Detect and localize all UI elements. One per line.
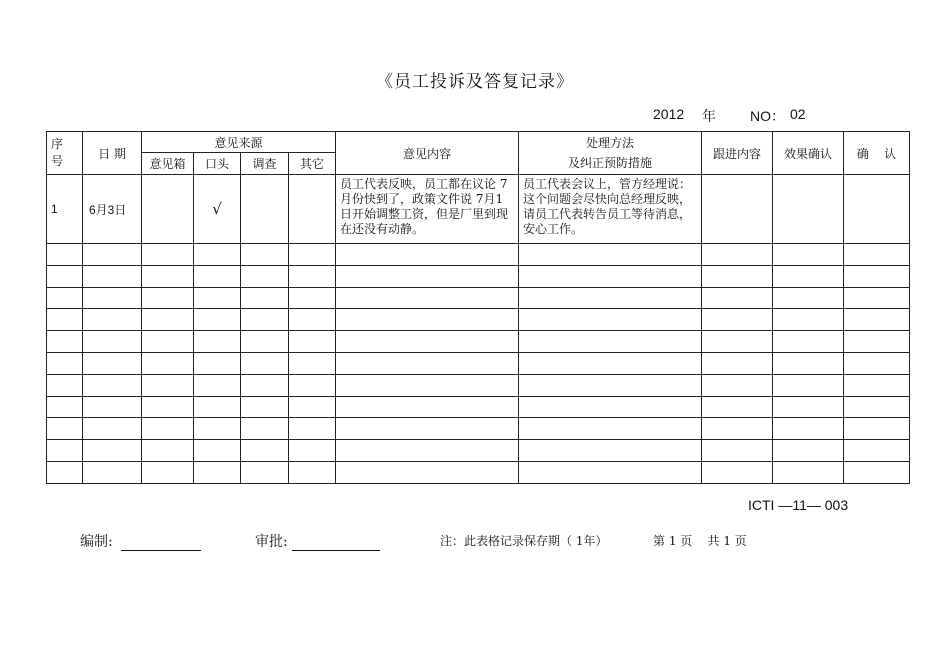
empty-cell[interactable]: [702, 265, 773, 287]
empty-cell[interactable]: [773, 461, 844, 483]
empty-cell[interactable]: [194, 331, 241, 353]
empty-cell[interactable]: [47, 440, 83, 462]
approved-signature-line[interactable]: [292, 534, 380, 551]
empty-cell[interactable]: [773, 244, 844, 266]
compiled-signature-line[interactable]: [121, 534, 201, 551]
empty-cell[interactable]: [194, 418, 241, 440]
empty-cell[interactable]: [844, 461, 910, 483]
row-method: 员工代表会议上，管方经理说：这个问题会尽快向总经理反映，请员工代表转告员工等待消息，安心工作。: [519, 175, 702, 244]
empty-cell[interactable]: [289, 352, 336, 374]
empty-cell[interactable]: [83, 374, 142, 396]
empty-cell[interactable]: [241, 374, 289, 396]
empty-cell[interactable]: [241, 265, 289, 287]
empty-cell[interactable]: [336, 440, 519, 462]
empty-cell[interactable]: [336, 418, 519, 440]
empty-cell[interactable]: [844, 244, 910, 266]
empty-cell[interactable]: [241, 309, 289, 331]
header-method-line2: 及纠正预防措施: [568, 156, 653, 170]
header-confirm: 确 认: [844, 132, 910, 175]
empty-cell[interactable]: [702, 331, 773, 353]
page-title: 《员工投诉及答复记录》: [376, 72, 574, 92]
empty-cell[interactable]: [47, 418, 83, 440]
empty-cell[interactable]: [241, 461, 289, 483]
empty-cell[interactable]: [142, 374, 194, 396]
row-source-other: [289, 175, 336, 244]
no-label: NO：: [750, 108, 785, 124]
empty-cell[interactable]: [844, 265, 910, 287]
empty-cell[interactable]: [289, 287, 336, 309]
header-source-box: 意见箱: [142, 153, 194, 175]
empty-cell[interactable]: [773, 287, 844, 309]
empty-cell[interactable]: [289, 265, 336, 287]
empty-cell[interactable]: [289, 374, 336, 396]
row-follow: [702, 175, 773, 244]
empty-cell[interactable]: [241, 418, 289, 440]
empty-cell[interactable]: [336, 396, 519, 418]
row-confirm: [844, 175, 910, 244]
empty-cell[interactable]: [83, 287, 142, 309]
empty-cell[interactable]: [289, 418, 336, 440]
approved-field: [255, 531, 380, 551]
empty-table-row: [47, 287, 910, 309]
header-source-oral: 口头: [194, 153, 241, 175]
empty-cell[interactable]: [773, 440, 844, 462]
row-source-survey: [241, 175, 289, 244]
header-date: 日 期: [83, 132, 142, 175]
empty-cell[interactable]: [194, 396, 241, 418]
empty-cell[interactable]: [47, 331, 83, 353]
empty-cell[interactable]: [241, 331, 289, 353]
empty-cell[interactable]: [519, 396, 702, 418]
empty-cell[interactable]: [702, 396, 773, 418]
empty-cell[interactable]: [47, 352, 83, 374]
header-method: [519, 132, 702, 175]
empty-cell[interactable]: [702, 309, 773, 331]
empty-cell[interactable]: [194, 309, 241, 331]
empty-table-row: [47, 265, 910, 287]
row-date: 6月3日: [83, 175, 142, 244]
empty-cell[interactable]: [142, 418, 194, 440]
empty-cell[interactable]: [47, 374, 83, 396]
empty-cell[interactable]: [194, 244, 241, 266]
empty-cell[interactable]: [844, 331, 910, 353]
empty-cell[interactable]: [194, 352, 241, 374]
empty-cell[interactable]: [194, 265, 241, 287]
empty-cell[interactable]: [519, 244, 702, 266]
empty-cell[interactable]: [47, 265, 83, 287]
compiled-field: [80, 531, 201, 551]
empty-cell[interactable]: [83, 309, 142, 331]
page-info: 第 1 页 共 1 页: [653, 534, 747, 548]
empty-cell[interactable]: [702, 244, 773, 266]
empty-cell[interactable]: [289, 244, 336, 266]
empty-cell[interactable]: [142, 287, 194, 309]
row-content: 员工代表反映，员工都在议论 7月份快到了，政策文件说 7月1日开始调整工资，但是厂里到现在还没有动静。: [336, 175, 519, 244]
empty-cell[interactable]: [336, 287, 519, 309]
empty-cell[interactable]: [289, 309, 336, 331]
header-method-line1: 处理方法: [586, 136, 635, 150]
row-seq: 1: [47, 175, 83, 244]
empty-cell[interactable]: [519, 287, 702, 309]
empty-cell[interactable]: [519, 374, 702, 396]
empty-cell[interactable]: [519, 352, 702, 374]
compiled-label: 编制:: [80, 534, 113, 550]
empty-cell[interactable]: [194, 440, 241, 462]
empty-cell[interactable]: [844, 374, 910, 396]
empty-cell[interactable]: [47, 461, 83, 483]
empty-cell[interactable]: [83, 440, 142, 462]
empty-cell[interactable]: [336, 461, 519, 483]
empty-cell[interactable]: [702, 352, 773, 374]
empty-table-row: [47, 440, 910, 462]
empty-cell[interactable]: [773, 265, 844, 287]
empty-cell[interactable]: [773, 331, 844, 353]
empty-cell[interactable]: [844, 440, 910, 462]
header-source-other: 其它: [289, 153, 336, 175]
empty-cell[interactable]: [142, 244, 194, 266]
no-value: 02: [790, 106, 806, 122]
empty-cell[interactable]: [83, 461, 142, 483]
empty-table-row: [47, 374, 910, 396]
empty-cell[interactable]: [142, 440, 194, 462]
empty-cell[interactable]: [83, 244, 142, 266]
empty-cell[interactable]: [142, 265, 194, 287]
empty-cell[interactable]: [142, 309, 194, 331]
empty-table-row: [47, 396, 910, 418]
empty-cell[interactable]: [702, 418, 773, 440]
empty-cell[interactable]: [47, 309, 83, 331]
empty-cell[interactable]: [47, 396, 83, 418]
empty-cell[interactable]: [702, 461, 773, 483]
empty-cell[interactable]: [83, 396, 142, 418]
empty-cell[interactable]: [844, 418, 910, 440]
empty-table-row: [47, 461, 910, 483]
empty-cell[interactable]: [702, 374, 773, 396]
approved-label: 审批:: [255, 534, 288, 550]
empty-cell[interactable]: [241, 244, 289, 266]
empty-cell[interactable]: [844, 309, 910, 331]
empty-table-row: [47, 418, 910, 440]
empty-cell[interactable]: [289, 396, 336, 418]
header-source: 意见来源: [142, 132, 336, 153]
table-row: [47, 175, 910, 244]
year-suffix: 年: [702, 109, 716, 125]
empty-cell[interactable]: [336, 309, 519, 331]
header-source-survey: 调查: [241, 153, 289, 175]
empty-cell[interactable]: [289, 331, 336, 353]
empty-cell[interactable]: [289, 461, 336, 483]
empty-cell[interactable]: [519, 265, 702, 287]
empty-cell[interactable]: [83, 331, 142, 353]
empty-cell[interactable]: [194, 461, 241, 483]
empty-cell[interactable]: [336, 374, 519, 396]
header-content: 意见内容: [336, 132, 519, 175]
empty-cell[interactable]: [519, 418, 702, 440]
empty-cell[interactable]: [194, 287, 241, 309]
empty-table-row: [47, 244, 910, 266]
empty-cell[interactable]: [142, 396, 194, 418]
empty-cell[interactable]: [336, 265, 519, 287]
empty-cell[interactable]: [519, 331, 702, 353]
empty-cell[interactable]: [194, 374, 241, 396]
row-source-box: [142, 175, 194, 244]
empty-table-row: [47, 331, 910, 353]
empty-cell[interactable]: [47, 244, 83, 266]
empty-cell[interactable]: [773, 374, 844, 396]
empty-cell[interactable]: [519, 461, 702, 483]
empty-cell[interactable]: [241, 287, 289, 309]
empty-cell[interactable]: [83, 265, 142, 287]
empty-cell[interactable]: [47, 287, 83, 309]
empty-cell[interactable]: [844, 352, 910, 374]
empty-cell[interactable]: [702, 440, 773, 462]
empty-cell[interactable]: [142, 331, 194, 353]
empty-cell[interactable]: [773, 309, 844, 331]
empty-cell[interactable]: [241, 440, 289, 462]
empty-cell[interactable]: [142, 352, 194, 374]
year-value: 2012: [653, 106, 685, 122]
header-effect: 效果确认: [773, 132, 844, 175]
empty-cell[interactable]: [844, 287, 910, 309]
row-effect: [773, 175, 844, 244]
empty-cell[interactable]: [142, 461, 194, 483]
empty-cell[interactable]: [773, 352, 844, 374]
header-follow: 跟进内容: [702, 132, 773, 175]
form-code: ICTI —11— 003: [748, 497, 849, 513]
empty-cell[interactable]: [336, 244, 519, 266]
empty-cell[interactable]: [519, 440, 702, 462]
retention-note: 注：此表格记录保存期（ 1年）: [440, 534, 608, 548]
header-seq: 序 号: [47, 132, 83, 175]
empty-table-row: [47, 309, 910, 331]
complaint-record-table: [46, 131, 910, 484]
empty-cell[interactable]: [844, 396, 910, 418]
empty-table-row: [47, 352, 910, 374]
empty-cell[interactable]: [83, 352, 142, 374]
row-source-oral: √: [194, 175, 241, 244]
empty-cell[interactable]: [519, 309, 702, 331]
empty-cell[interactable]: [773, 418, 844, 440]
empty-cell[interactable]: [83, 418, 142, 440]
empty-cell[interactable]: [702, 287, 773, 309]
empty-cell[interactable]: [336, 352, 519, 374]
empty-cell[interactable]: [241, 396, 289, 418]
empty-cell[interactable]: [241, 352, 289, 374]
empty-cell[interactable]: [336, 331, 519, 353]
empty-cell[interactable]: [289, 440, 336, 462]
empty-cell[interactable]: [773, 396, 844, 418]
